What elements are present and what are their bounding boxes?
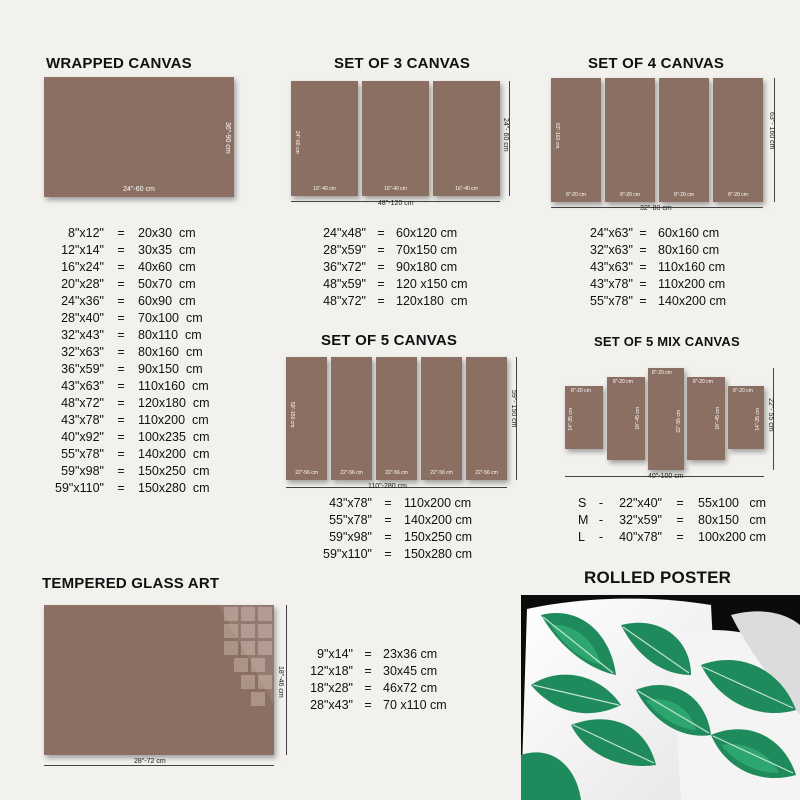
size-cm: 80x110 cm <box>138 328 202 342</box>
size-row: 48"x72" = 120x180 cm <box>318 293 468 310</box>
glass-width-dimline <box>44 765 274 766</box>
size-cm: 80x160 cm <box>138 345 203 359</box>
size-row: 59"x110" = 150x280 cm <box>318 546 472 563</box>
set3-sizes-list <box>318 225 468 310</box>
size-cm: 70x100 cm <box>138 311 203 325</box>
monstera-leaf-icon <box>521 595 800 800</box>
size-row: 32"x63" = 80x160 cm <box>590 243 720 257</box>
set5-panel-2 <box>331 357 372 480</box>
size-cm: 20x30 cm <box>138 226 196 240</box>
size-cm: 30x45 cm <box>383 664 438 678</box>
size-cm: 46x72 cm <box>383 681 438 695</box>
set5-panel-label: 22"-56 cm <box>385 470 408 476</box>
set4-panel-height-label: 63"-160 cm <box>554 123 560 149</box>
mix-panel-5 <box>728 386 764 449</box>
mix-panel-top-label: 8"-20 cm <box>571 388 591 394</box>
size-inch: 43"x78" <box>61 413 104 427</box>
mix-panel-top-label: 8"-20 cm <box>733 388 753 394</box>
size-code: L <box>578 530 585 544</box>
size-row: 28"x40" = 70x100 cm <box>52 310 210 327</box>
size-cm: 23x36 cm <box>383 647 438 661</box>
set5-total-height-label: 59"- 150 cm <box>510 390 517 428</box>
size-inch: 43"x63" <box>61 379 104 393</box>
size-row: 8"x12" = 20x30 cm <box>52 225 210 242</box>
size-cm: 140x200 cm <box>404 513 473 527</box>
size-inch: 28"x40" <box>61 311 104 325</box>
size-cm: 110x200 cm <box>138 413 209 427</box>
wrapped-canvas-panel <box>44 77 234 197</box>
mix-panel-side-label: 18"-45 cm <box>635 407 641 430</box>
size-row: 28"x59" = 70x150 cm <box>318 242 468 259</box>
size-row: 9"x14" = 23x36 cm <box>303 646 447 663</box>
wrapped-canvas-title: WRAPPED CANVAS <box>46 55 192 72</box>
size-row: 55"x78" = 140x200 cm <box>318 512 472 529</box>
mix-total-width-label: 40"-100 cm <box>648 473 684 480</box>
mix-panel-side-label: 18"-45 cm <box>715 407 721 430</box>
size-inch: 16"x24" <box>61 260 104 274</box>
set3-panel-label: 16"-40 cm <box>313 186 336 192</box>
size-row: 43"x78" = 110x200 cm <box>318 495 472 512</box>
glass-sizes-list <box>303 646 447 714</box>
size-cm: 60x90 cm <box>138 294 196 308</box>
wrapped-sizes-list <box>52 225 210 497</box>
set5-panel-5 <box>466 357 507 480</box>
size-inch: 59"x110" <box>323 547 372 561</box>
size-cm: 110x200 cm <box>404 496 472 510</box>
set5-panel-label: 22"-56 cm <box>430 470 453 476</box>
mix-panel-top-label: 8"-20 cm <box>613 379 633 385</box>
size-inch: 55"x78" <box>590 294 633 308</box>
size-inch: 22"x40" <box>619 496 662 510</box>
wrapped-width-label: 24"-60 cm <box>123 186 155 193</box>
set4-panel-label: 8"-20 cm <box>566 192 586 198</box>
size-inch: 28"x59" <box>323 243 366 257</box>
size-row: 43"x78" = 110x200 cm <box>590 277 726 291</box>
size-row: 12"x18" = 30x45 cm <box>303 663 447 680</box>
size-cm: 110x200 cm <box>658 277 726 291</box>
glass-reflection-icon <box>44 605 274 755</box>
size-inch: 48"x59" <box>323 277 366 291</box>
size-inch: 18"x28" <box>310 681 353 695</box>
set4-panel-label: 8"-20 cm <box>728 192 748 198</box>
set4-panel-1 <box>551 78 601 202</box>
size-inch: 59"x110" <box>55 481 104 495</box>
size-inch: 43"x63" <box>590 260 633 274</box>
mix-panel-side-label: 14"-35 cm <box>568 408 574 431</box>
rolled-poster-image <box>521 595 800 800</box>
size-row: 32"x43" = 80x110 cm <box>52 327 210 344</box>
size-row: 24"x36" = 60x90 cm <box>52 293 210 310</box>
set3-panel-3 <box>433 81 500 196</box>
size-row: 12"x14" = 30x35 cm <box>52 242 210 259</box>
set3-title: SET OF 3 CANVAS <box>334 55 471 72</box>
size-cm: 120x180 cm <box>396 294 468 308</box>
size-cm: 30x35 cm <box>138 243 196 257</box>
set5-panel-height-label: 59"-150 cm <box>289 402 295 428</box>
glass-panel <box>44 605 274 755</box>
size-row: 48"x72" = 120x180 cm <box>52 395 210 412</box>
size-row: 43"x78" = 110x200 cm <box>52 412 210 429</box>
set4-panel-label: 8"-20 cm <box>620 192 640 198</box>
size-cm: 70 x110 cm <box>383 698 447 712</box>
size-cm: 90x180 cm <box>396 260 458 274</box>
size-inch: 28"x43" <box>310 698 353 712</box>
glass-height-dimline <box>286 605 287 755</box>
size-inch: 12"x14" <box>61 243 104 257</box>
size-inch: 32"x59" <box>619 513 662 527</box>
size-inch: 59"x98" <box>329 530 372 544</box>
size-row: 36"x72" = 90x180 cm <box>318 259 468 276</box>
set3-panel-height-label: 24"-60 cm <box>294 131 300 154</box>
set4-panel-3 <box>659 78 709 202</box>
size-row: 24"x63" = 60x160 cm <box>590 226 720 240</box>
size-row: 43"x63" = 110x160 cm <box>590 260 726 274</box>
size-row: 40"x92" = 100x235 cm <box>52 429 210 446</box>
size-cm: 90x150 cm <box>138 362 203 376</box>
size-inch: 48"x72" <box>323 294 366 308</box>
set4-panel-4 <box>713 78 763 202</box>
glass-width-label: 28"-72 cm <box>134 758 166 765</box>
size-cm: 110x160 cm <box>138 379 209 393</box>
glass-height-label: 18"-46 cm <box>277 666 284 698</box>
mix-panel-1 <box>565 386 603 449</box>
set4-title: SET OF 4 CANVAS <box>588 55 725 72</box>
size-row: 43"x63" = 110x160 cm <box>52 378 210 395</box>
size-row: 16"x24" = 40x60 cm <box>52 259 210 276</box>
size-cm: 150x250 cm <box>404 530 473 544</box>
size-cm: 120x180 cm <box>138 396 210 410</box>
set4-total-width-label: 32"-80 cm <box>640 205 672 212</box>
mix-total-height-label: 22"- 55 cm <box>767 398 774 432</box>
set5-panel-3 <box>376 357 417 480</box>
size-inch: 59"x98" <box>61 464 104 478</box>
wrapped-height-label: 36"-90 cm <box>224 122 231 154</box>
size-row: 36"x59" = 90x150 cm <box>52 361 210 378</box>
size-inch: 20"x28" <box>61 277 104 291</box>
size-inch: 8"x12" <box>68 226 104 240</box>
set5-title: SET OF 5 CANVAS <box>321 332 458 349</box>
mix-panel-3 <box>648 368 684 470</box>
size-row: 59"x98" = 150x250 cm <box>52 463 210 480</box>
size-inch: 24"x48" <box>323 226 366 240</box>
size-cm: 70x150 cm <box>396 243 458 257</box>
set3-panel-label: 16"-40 cm <box>455 186 478 192</box>
size-row: 28"x43" = 70 x110 cm <box>303 697 447 714</box>
size-row: 48"x59" = 120 x150 cm <box>318 276 468 293</box>
mix-panel-top-label: 8"-20 cm <box>693 379 713 385</box>
size-code: M <box>578 513 589 527</box>
mix-sizes-list <box>578 495 766 546</box>
mix-panel-side-label: 22"-55 cm <box>676 410 682 433</box>
size-cm: 80x160 cm <box>658 243 720 257</box>
size-cm: 150x280 cm <box>138 481 210 495</box>
size-inch: 24"x63" <box>590 226 633 240</box>
set3-height-dimline <box>509 81 510 196</box>
set5-total-width-label: 110"-280 cm <box>368 483 407 490</box>
set4-panel-label: 8"-20 cm <box>674 192 694 198</box>
set4-sizes-list <box>590 225 726 310</box>
size-row: M - 32"x59" = 80x150 cm <box>578 513 767 527</box>
size-row: 55"x78" = 140x200 cm <box>590 294 727 308</box>
size-row: 55"x78" = 140x200 cm <box>52 446 210 463</box>
size-cm: 40x60 cm <box>138 260 196 274</box>
poster-title: ROLLED POSTER <box>584 568 732 587</box>
size-cm: 140x200 cm <box>658 294 727 308</box>
set3-total-height-label: 24"- 60 cm <box>502 118 509 152</box>
size-inch: 48"x72" <box>61 396 104 410</box>
size-cm: 150x250 cm <box>138 464 210 478</box>
size-inch: 24"x36" <box>61 294 104 308</box>
set4-panel-2 <box>605 78 655 202</box>
set3-panel-1 <box>291 81 358 196</box>
size-row: S - 22"x40" = 55x100 cm <box>578 496 767 510</box>
size-cm: 140x200 cm <box>138 447 210 461</box>
size-inch: 43"x78" <box>590 277 633 291</box>
set5-panel-label: 22"-56 cm <box>295 470 318 476</box>
size-cm: 60x120 cm <box>396 226 458 240</box>
glass-title: TEMPERED GLASS ART <box>42 575 220 592</box>
size-cm: 60x160 cm <box>658 226 720 240</box>
size-inch: 12"x18" <box>310 664 353 678</box>
mix-panel-4 <box>687 377 725 460</box>
set4-total-height-label: 63"- 160 cm <box>768 112 775 150</box>
size-cm: 110x160 cm <box>658 260 726 274</box>
size-row: 20"x28" = 50x70 cm <box>52 276 210 293</box>
set5-sizes-list <box>318 495 472 563</box>
size-inch: 55"x78" <box>329 513 372 527</box>
set5-panel-4 <box>421 357 462 480</box>
size-inch: 32"x43" <box>61 328 104 342</box>
set5-panel-1 <box>286 357 327 480</box>
set5-panel-label: 22"-56 cm <box>340 470 363 476</box>
size-cm: 150x280 cm <box>404 547 473 561</box>
size-cm: 100x235 cm <box>138 430 210 444</box>
size-cm: 80x150 cm <box>698 513 767 527</box>
mix-panel-top-label: 8"-20 cm <box>652 370 672 376</box>
set5-panel-label: 22"-56 cm <box>475 470 498 476</box>
size-cm: 120 x150 cm <box>396 277 468 291</box>
size-inch: 32"x63" <box>590 243 633 257</box>
size-code: S <box>578 496 587 510</box>
size-row: 32"x63" = 80x160 cm <box>52 344 210 361</box>
size-inch: 9"x14" <box>317 647 353 661</box>
size-row: 24"x48" = 60x120 cm <box>318 225 468 242</box>
size-row: 18"x28" = 46x72 cm <box>303 680 447 697</box>
size-row: 59"x98" = 150x250 cm <box>318 529 472 546</box>
size-inch: 43"x78" <box>329 496 372 510</box>
size-inch: 32"x63" <box>61 345 104 359</box>
size-cm: 50x70 cm <box>138 277 196 291</box>
size-row: 59"x110" = 150x280 cm <box>52 480 210 497</box>
mix-panel-2 <box>607 377 645 460</box>
size-row: L - 40"x78" = 100x200 cm <box>578 530 767 544</box>
size-inch: 36"x59" <box>61 362 104 376</box>
mix-panel-side-label: 14"-35 cm <box>755 408 761 431</box>
set3-panel-label: 16"-40 cm <box>384 186 407 192</box>
size-inch: 40"x92" <box>61 430 104 444</box>
set3-total-width-label: 48"-120 cm <box>378 200 414 207</box>
size-inch: 36"x72" <box>323 260 366 274</box>
size-cm: 100x200 cm <box>698 530 767 544</box>
size-inch: 55"x78" <box>61 447 104 461</box>
mix-title: SET OF 5 MIX CANVAS <box>594 334 740 349</box>
size-cm: 55x100 cm <box>698 496 767 510</box>
size-inch: 40"x78" <box>619 530 662 544</box>
set3-panel-2 <box>362 81 429 196</box>
